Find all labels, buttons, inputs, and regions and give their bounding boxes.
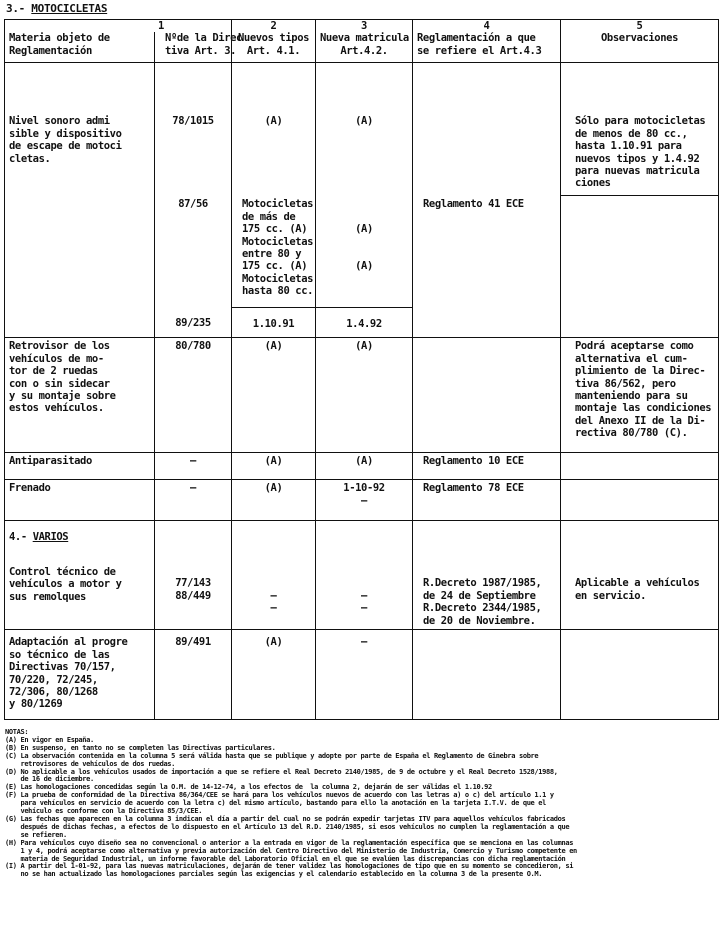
cell-reglamentacion — [413, 338, 561, 453]
cell-materia: Antiparasitado — [5, 453, 155, 480]
cell-observaciones — [561, 195, 719, 307]
col-num-4: 4 — [413, 20, 561, 33]
cell-observaciones: Sólo para motocicletas de menos de 80 cc., hasta 1.10.91 para nuevos tipos y 1.4.92 para nuevas matricula ciones — [561, 63, 719, 196]
col-num-1: 1 — [5, 20, 232, 33]
cell-materia: Frenado — [5, 480, 155, 521]
cell-nueva-matricula: – — [316, 630, 413, 720]
cell-nuevos-tipos: (A) — [232, 480, 316, 521]
header-observaciones: Observaciones — [561, 32, 719, 63]
column-number-row — [5, 20, 719, 33]
regulation-table — [4, 19, 719, 720]
cell-nueva-matricula: 1-10-92 – — [316, 480, 413, 521]
cell-nuevos-tipos: (A) — [232, 63, 316, 196]
cell-reglamentacion — [413, 630, 561, 720]
note-line: (B) En suspenso, en tanto no se completen las Directivas particulares. — [5, 743, 276, 752]
note-line: después de dichas fechas, a efectos de lo dispuesto en el Artículo 13 del R.D. 2140/1985, si esos vehículos no cumplen la reglamentación a que — [5, 822, 570, 831]
cell-nueva-matricula: (A) — [316, 338, 413, 453]
cell-directiva: 77/143 88/449 — [155, 521, 232, 630]
note-line: no se han actualizado las homologaciones parciales según las exigencias y el calendario establecido en la columna 3 de la presente O.M. — [5, 870, 543, 879]
table-row — [5, 307, 719, 338]
header-materia: Materia objeto de Reglamentación — [5, 32, 155, 63]
cell-nuevos-tipos: 1.10.91 — [232, 307, 316, 338]
note-line: se refieren. — [5, 830, 67, 839]
cell-directiva: 89/491 — [155, 630, 232, 720]
header-row — [5, 32, 719, 63]
varios-title — [9, 531, 150, 543]
cell-reglamentacion — [413, 63, 561, 196]
cell-observaciones — [561, 453, 719, 480]
cell-nuevos-tipos: Motocicletas de más de 175 cc. (A) Motocicletas entre 80 y 175 cc. (A) Motocicletas hasta 80 cc. — [232, 195, 316, 307]
col-num-2: 2 — [232, 20, 316, 33]
header-reglamentacion: Reglamentación a que se refiere el Art.4.3 — [413, 32, 561, 63]
note-line: vehículo es conforme con la Directiva 85/3/CEE. — [5, 807, 203, 816]
note-line: materia de Seguridad Industrial, un informe favorable del Laboratorio Oficial en el que se evalúen las discrepancias con dicha reglamentación — [5, 854, 566, 863]
note-line: (F) La prueba de conformidad de la Directiva 86/364/CEE se hará para los vehículos nuevos de acuerdo con las letras a) o c) del artículo 1.1 y — [5, 791, 554, 800]
cell-nuevos-tipos: (A) — [232, 338, 316, 453]
cell-observaciones: Podrá aceptarse como alternativa el cum- plimiento de la Direc- tiva 86/562, pero manteniendo para su montaje las condiciones del Anexo II de la Di- rectiva 80/780 (C). — [561, 338, 719, 453]
note-line: (I) A partir del 1-01-92, para las nuevas matriculaciones, dejarán de tener validez las homologaciones de tipo que en su momento se concedieron, si — [5, 862, 574, 871]
cell-materia: Adaptación al progre so técnico de las Directivas 70/157, 70/220, 72/245, 72/306, 80/1268 y 80/1269 — [5, 630, 155, 720]
cell-nueva-matricula: 1.4.92 — [316, 307, 413, 338]
value: (A) — [355, 115, 373, 128]
note-line: para vehículos en servicio de acuerdo con la letra c) del mismo artículo, bastando para ello la anotación en la tarjeta I.T.V. de que el — [5, 799, 547, 808]
cell-materia: Nivel sonoro admi sible y dispositivo de escape de motoci cletas. — [5, 63, 155, 196]
cell-reglamentacion — [413, 307, 561, 338]
note-line: (E) Las homologaciones concedidas según la O.M. de 14-12-74, a los efectos de la columna 2, dejarán de ser válidas el 1.10.92 — [5, 783, 492, 792]
note-line: (D) No aplicable a los vehículos usados de importación a que se refiere el Real Decreto 2140/1985, de 9 de octubre y el Real Decreto 1528/1988, — [5, 767, 558, 776]
note-line: retrovisores de vehículos de dos ruedas. — [5, 759, 176, 768]
varios-name: VARIOS — [32, 531, 69, 544]
cell-materia — [5, 307, 155, 338]
cell-reglamentacion: Reglamento 78 ECE — [413, 480, 561, 521]
note-line: 1 y 4, podrá aceptarse como alternativa y previa autorización del Centro Directivo del Ministerio de Industria, Comercio y Turismo competente en — [5, 846, 577, 855]
notes — [5, 729, 717, 879]
note-line: (A) En vigor en España. — [5, 735, 94, 744]
note-line: NOTAS: — [5, 728, 29, 736]
cell-reglamentacion: Reglamento 41 ECE — [413, 195, 561, 307]
cell-directiva: 78/1015 — [155, 63, 232, 196]
cell-directiva: 89/235 — [155, 307, 232, 338]
cell-materia — [5, 195, 155, 307]
table-row — [5, 630, 719, 720]
varios-number: 4.- — [9, 531, 33, 544]
cell-observaciones: Aplicable a vehículos en servicio. — [561, 521, 719, 630]
cell-materia — [5, 521, 155, 630]
table-row — [5, 195, 719, 307]
cell-nueva-matricula: – – — [316, 521, 413, 630]
table-row — [5, 338, 719, 453]
note-line: de 16 de diciembre. — [5, 775, 94, 784]
cell-reglamentacion: R.Decreto 1987/1985, de 24 de Septiembre R.Decreto 2344/1985, de 20 de Noviembre. — [413, 521, 561, 630]
header-nuevos-tipos: Nuevos tipos Art. 4.1. — [232, 32, 316, 63]
materia-text: Control técnico de vehículos a motor y sus remolques — [9, 565, 122, 603]
cell-directiva: – — [155, 453, 232, 480]
cell-observaciones — [561, 307, 719, 338]
header-directiva: Nºde la Direc tiva Art. 3. — [155, 32, 232, 63]
table-row — [5, 453, 719, 480]
cell-nuevos-tipos: (A) — [232, 453, 316, 480]
header-nueva-matricula: Nueva matricula Art.4.2. — [316, 32, 413, 63]
note-line: (G) Las fechas que aparecen en la columna 3 indican el día a partir del cual no se podrán expedir tarjetas ITV para aquellos vehículos fabricados — [5, 814, 566, 823]
cell-directiva: – — [155, 480, 232, 521]
cell-directiva: 87/56 — [155, 195, 232, 307]
cell-nueva-matricula: (A) — [316, 453, 413, 480]
table-row — [5, 480, 719, 521]
table-row — [5, 63, 719, 196]
section-number: 3.- — [6, 2, 32, 15]
table-row — [5, 521, 719, 630]
note-line: (C) La observación contenida en la columna 5 será válida hasta que se publique y adopte por parte de España el Reglamento de Ginebra sobre — [5, 751, 539, 760]
cell-reglamentacion: Reglamento 10 ECE — [413, 453, 561, 480]
cell-materia: Retrovisor de los vehículos de mo- tor de 2 ruedas con o sin sidecar y su montaje sobre estos vehículos. — [5, 338, 155, 453]
col-num-3: 3 — [316, 20, 413, 33]
cell-nuevos-tipos: – – — [232, 521, 316, 630]
cell-nueva-matricula: (A) (A) — [316, 195, 413, 307]
cell-nuevos-tipos: (A) — [232, 630, 316, 720]
cell-observaciones — [561, 630, 719, 720]
cell-directiva: 80/780 — [155, 338, 232, 453]
note-line: (H) Para vehículos cuyo diseño sea no convencional o anterior a la entrada en vigor de la reglamentación específica que se menciona en las columnas — [5, 838, 574, 847]
cell-nueva-matricula — [316, 63, 413, 196]
col-num-5: 5 — [561, 20, 719, 33]
cell-observaciones — [561, 480, 719, 521]
section-name: MOTOCICLETAS — [31, 2, 108, 15]
section-title — [6, 2, 107, 15]
